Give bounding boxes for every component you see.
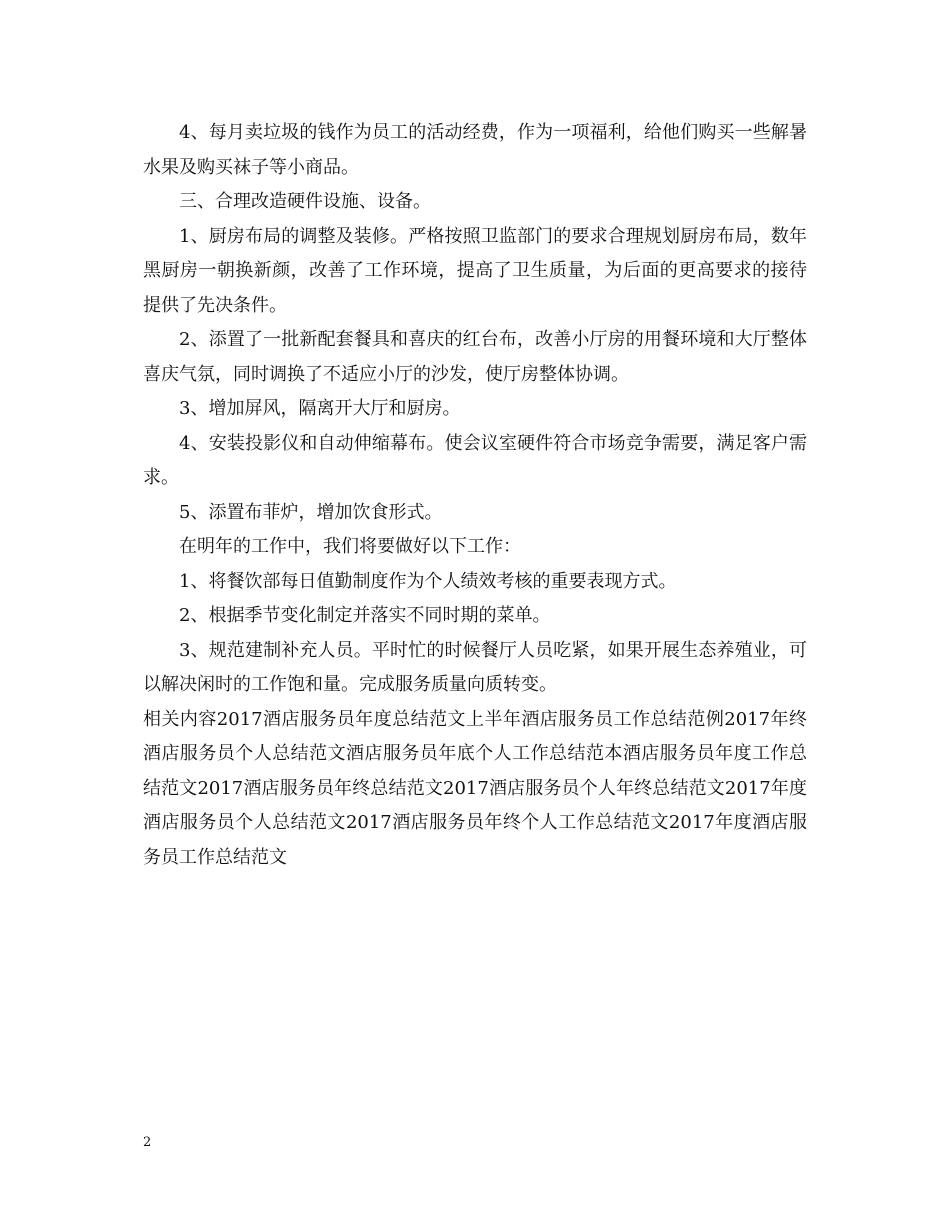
paragraph: 在明年的工作中，我们将要做好以下工作： [179, 536, 521, 557]
paragraph: 4、安装投影仪和自动伸缩幕布。使会议室硬件符合市场竞争需要，满足客户需求。 [143, 432, 807, 488]
paragraph: 5、添置布菲炉，增加饮食形式。 [179, 501, 443, 523]
paragraph: 1、厨房布局的调整及装修。严格按照卫监部门的要求合理规划厨房布局，数年黑厨房一朝换新颜，改善了工作环境，提高了卫生质量，为后面的更高要求的接待提供了先决条件。 [143, 225, 807, 316]
section-heading: 三、合理改造硬件设施、设备。 [179, 191, 431, 212]
paragraph: 2、根据季节变化制定并落实不同时期的菜单。 [179, 605, 551, 626]
paragraph: 3、增加屏风，隔离开大厅和厨房。 [179, 398, 461, 419]
paragraph: 2、添置了一批新配套餐具和喜庆的红台布，改善小厅房的用餐环境和大厅整体喜庆气氛，同时调换了不适应小厅的沙发，使厅房整体协调。 [143, 329, 807, 385]
paragraph: 3、规范建制补充人员。平时忙的时候餐厅人员吃紧，如果开展生态养殖业，可以解决闲时的工作饱和量。完成服务质量向质转变。 [143, 639, 807, 695]
document-body [143, 116, 807, 875]
related-content: 相关内容2017酒店服务员年度总结范文上半年酒店服务员工作总结范例2017年终酒店服务员个人总结范文酒店服务员年底个人工作总结范本酒店服务员年度工作总结范文2017酒店服务员年终总结范文2017酒店服务员个人年终总结范文2017年度酒店服务员个人总结范文2017酒店服务员年终个人工作总结范文2017年度酒店服务员工作总结范文 [143, 708, 807, 868]
paragraph: 1、将餐饮部每日值勤制度作为个人绩效考核的重要表现方式。 [179, 570, 677, 592]
page-number: 2 [143, 1135, 152, 1150]
paragraph: 4、每月卖垃圾的钱作为员工的活动经费，作为一项福利，给他们购买一些解暑水果及购买袜子等小商品。 [143, 122, 807, 178]
